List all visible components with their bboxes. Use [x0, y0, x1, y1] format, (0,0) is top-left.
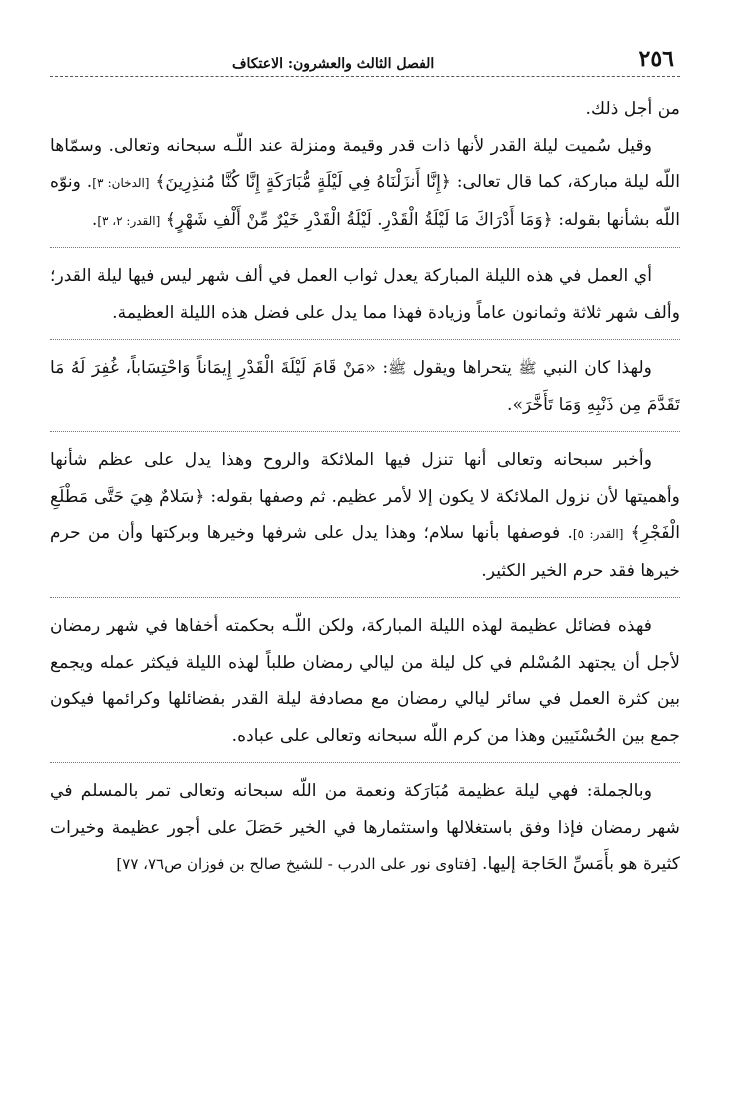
paragraph-5-text-b: . فوصفها بأنها سلام؛ وهذا يدل على شرفها وخيرها وبركتها وأن من حرم خيرها فقد حرم الخير الكثير. [50, 523, 680, 581]
hadith-quote: «مَنْ قَامَ لَيْلَةَ الْقَدْرِ إِيمَاناً وَاحْتِسَاباً، غُفِرَ لَهُ مَا تَقَدَّمَ مِن ذَنْبِهِ وَمَا تَأَخَّرَ» [50, 358, 680, 415]
paragraph-7-text: وبالجملة: فهي ليلة عظيمة مُبَارَكة ونعمة من اللّه سبحانه وتعالى تمر بالمسلم في شهر رمضان فإذا وفق باستغلالها واستثمارها في الخير حَصَلَ على أجور عظيمة وخيرات كثيرة هو بأَمَسِّ الحَاجة إليها. [50, 781, 680, 874]
paragraph-separator [50, 431, 680, 432]
quran-verse-1: ﴿إِنَّا أَنزَلْنَاهُ فِي لَيْلَةٍ مُّبَارَكَةٍ إِنَّا كُنَّا مُنذِرِينَ﴾ [155, 172, 451, 192]
salutation-glyph: ﷺ [518, 359, 537, 377]
paragraph-6-text: فهذه فضائل عظيمة لهذه الليلة المباركة، ولكن اللّـه بحكمته أخفاها في شهر رمضان لأجل أن يجتهد المُسْلم في كل ليلة من ليالي رمضان طلباً لهذه الليلة فيكثر عمله ويجمع بين كثرة العمل في سائر ليالي رمضان مع مصادفة ليلة القدر بفضائلها وكرائمها فيكون جمع بين الحُسْنَيين وهذا من كرم اللّه سبحانه وتعالى على عباده. [50, 616, 680, 746]
paragraph-4-text-a: ولهذا كان النبي [536, 358, 652, 378]
running-title: الفصل الثالث والعشرون: الاعتكاف [232, 56, 435, 72]
page-header [50, 38, 680, 72]
paragraph-1-text: من أجل ذلك. [585, 99, 680, 119]
paragraph-separator [50, 762, 680, 763]
quran-verse-3: ﴿سَلامٌ هِيَ حَتَّى مَطْلَعِ الْفَجْرِ﴾ [50, 486, 680, 543]
source-citation: [فتاوى نور على الدرب - للشيخ صالح بن فوزان ص٧٦، ٧٧] [116, 855, 477, 873]
paragraph-4-text-b: يتحراها ويقول [406, 358, 519, 378]
paragraph-separator [50, 339, 680, 340]
quran-verse-2: ﴿وَمَا أَدْرَاكَ مَا لَيْلَةُ الْقَدْرِ. لَيْلَةُ الْقَدْرِ خَيْرٌ مِّنْ أَلْفِ شَهْرٍ﴾ [165, 209, 553, 230]
verse-reference-1: [الدخان: ٣] [92, 176, 150, 190]
paragraph-7 [50, 773, 680, 883]
paragraph-4-text-c: : [375, 358, 389, 378]
paragraph-6 [50, 608, 680, 754]
page [50, 38, 680, 883]
verse-reference-3: [القدر: ٥] [572, 527, 624, 541]
paragraph-2 [50, 128, 680, 240]
paragraph-1 [50, 91, 680, 128]
paragraph-5 [50, 442, 680, 589]
paragraph-separator [50, 597, 680, 598]
paragraph-4-text-d: . [507, 394, 513, 415]
verse-reference-2: [القدر: ٢، ٣] [97, 213, 161, 228]
page-number: ٢٥٦ [638, 46, 674, 72]
header-rule [50, 76, 680, 77]
paragraph-separator [50, 247, 680, 248]
paragraph-3-text: أي العمل في هذه الليلة المباركة يعدل ثواب العمل في ألف شهر ليس فيها ليلة القدر؛ وألف شهر ثلاثة وثمانون عاماً وزيادة فهذا مما يدل على فضل هذه الليلة العظيمة. [50, 266, 680, 323]
paragraph-2-text-c: . [91, 209, 98, 230]
page-body [50, 91, 680, 883]
paragraph-2-text-b: . ونوّه اللّه بشأنها بقوله: [50, 172, 680, 230]
salutation-glyph: ﷺ [388, 359, 407, 377]
paragraph-4 [50, 350, 680, 423]
paragraph-2-text-a: وقيل سُميت ليلة القدر لأنها ذات قدر وقيمة ومنزلة عند اللّـه سبحانه وتعالى. وسمّاها اللّه ليلة مباركة، كما قال تعالى: [50, 135, 680, 192]
paragraph-3 [50, 258, 680, 331]
paragraph-5-text-a: وأخبر سبحانه وتعالى أنها تنزل فيها الملائكة والروح وهذا يدل على عظم شأنها وأهميتها لأن نزول الملائكة لا يكون إلا لأمر عظيم. ثم وصفها بقوله: [50, 450, 680, 507]
